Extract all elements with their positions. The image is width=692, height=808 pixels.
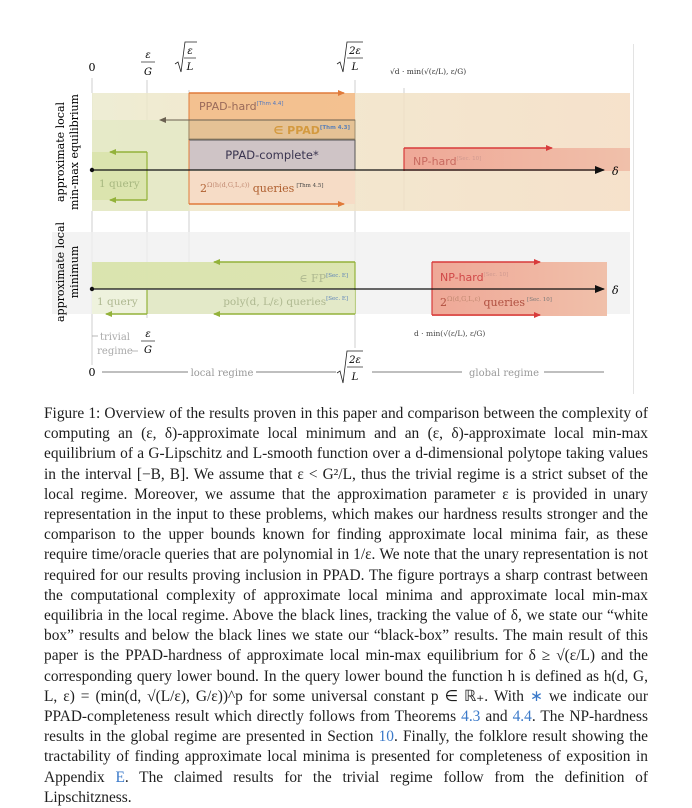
- figure-1: [0, 0, 692, 400]
- upper-one-query-label: 1 query: [99, 178, 140, 190]
- svg-text:approximate local: approximate local: [54, 221, 67, 323]
- upper-one-query-box: [92, 152, 147, 200]
- svg-text:G: G: [144, 345, 152, 356]
- upper-np-hard-label: NP-hard: [413, 155, 457, 168]
- svg-text:2ε: 2ε: [349, 355, 361, 366]
- ppad-complete-box: [189, 140, 355, 170]
- regime-axis: [89, 351, 605, 383]
- svg-text:2ε: 2ε: [349, 46, 361, 57]
- tick-sqrt-2eps-over-l: [337, 42, 363, 73]
- upper-ylabel: [54, 93, 81, 210]
- theorem-4-3-link[interactable]: 4.3: [461, 708, 481, 726]
- in-ppad-box: [160, 120, 355, 139]
- tick-np-threshold: √d · min(√(ε/L), ε/G): [390, 67, 467, 76]
- poly-queries-box: [147, 290, 355, 314]
- lower-one-query-box: [92, 290, 147, 314]
- svg-text:approximate local: approximate local: [54, 101, 67, 203]
- upper-np-hard-box: [404, 148, 630, 171]
- svg-text:G: G: [144, 67, 152, 78]
- figure-caption: Figure 1: Overview of the results proven in this paper and comparison between the complexity of computing an (ε, δ)-approximate local minimum and an (ε, δ)-approximate local min-max equilibrium of a G-Lipschitz and L-smooth function over a d-dimensional polytope taking values in the interval [−B, B]. We assume that ε < G²/L, thus the trivial regime is a strict subset of the local regime. Moreover, we assume that the approximation parameter ε is provided in unary representation in the input to these problems, which makes our hardness results stronger and the comparison to the upper bounds known for finding approximate local minima fair, as these require time/oracle queries that are polynomial in 1/ε. We note that the unary representation is not required for our results proving inclusion in PPAD. The figure portrays a sharp contrast between the computational complexity of approximate local minima and approximate local min-max equilibria in the local regime. Above the black lines, tracking the value of δ, we state our “white box” results and below the black lines we state our “black-box” results. The main result of this paper is the PPAD-hardness of approximate local min-max equilibrium for δ ≥ √(ε/L) and the corresponding query lower bound. In the query lower bound the function h is defined as h(d, G, L, ε) = (min(d, √(L/ε), G/ε))^p for some universal constant p ∈ ℝ₊. With ∗ we indicate our PPAD-completeness result which directly follows from Theorems 4.3 and 4.4. The NP-hardness results in the global regime are presented in Section 10. Finally, the folklore result showing the tractability of finding approximate local minima is presented for completeness of exposition in Appendix E. The claimed results for the trivial regime follow from the definition of Lipschitzness.: [44, 405, 649, 806]
- svg-text:L: L: [351, 372, 359, 383]
- upper-panel: [40, 93, 630, 211]
- svg-text:L: L: [186, 62, 194, 73]
- svg-text:δ: δ: [612, 165, 619, 178]
- svg-text:trivial: trivial: [99, 332, 131, 343]
- svg-text:δ: δ: [612, 284, 619, 297]
- theorem-4-4-link[interactable]: 4.4: [512, 708, 532, 726]
- star-marker: ∗: [529, 687, 543, 705]
- svg-text:ε: ε: [145, 50, 151, 61]
- in-ppad-label: ∈ PPAD: [273, 124, 320, 137]
- svg-text:2Ω(d,G,L,ε)queries[Sec. 10]: $2^{\Omega(d,G,L,\varepsilon)}$ queries [Sec. 10]: [440, 295, 552, 309]
- appendix-e-link[interactable]: E: [115, 768, 125, 786]
- tick-eps-over-g: [141, 50, 155, 78]
- svg-text:L: L: [351, 62, 359, 73]
- svg-text:ε: ε: [145, 329, 151, 340]
- poly-queries-label: poly(d, L/ε) queries: [223, 296, 327, 308]
- local-regime-label: local regime: [190, 368, 254, 379]
- svg-text:min-max equilibrium: min-max equilibrium: [68, 94, 81, 210]
- ppad-complete-label: PPAD-complete*: [225, 148, 319, 162]
- lower-np-hard-label: NP-hard: [440, 271, 484, 284]
- svg-text:NP-hard[Sec. 10]: NP-hard[Sec. 10]: [440, 271, 509, 284]
- ppad-hard-ref: [Thm 4.4]: [256, 101, 284, 107]
- svg-text:regime: regime: [97, 346, 133, 357]
- svg-text:0: 0: [88, 366, 96, 379]
- svg-text:NP-hard[Sec. 10]: NP-hard[Sec. 10]: [413, 155, 482, 168]
- tick-sqrt-eps-over-l: [175, 42, 197, 73]
- in-ppad-ref: [Thm 4.3]: [319, 125, 350, 131]
- section-10-link[interactable]: 10: [378, 728, 394, 746]
- svg-text:∈ FP[Sec. E]: ∈ FP[Sec. E]: [299, 272, 348, 285]
- ppad-hard-label: PPAD-hard: [199, 100, 257, 113]
- global-regime-label: global regime: [468, 368, 540, 379]
- lower-np-threshold: d · min(√(ε/L), ε/G): [414, 329, 486, 338]
- tick-zero: 0: [88, 61, 96, 74]
- svg-text:2Ω(h(d,G,L,ε))queries[Thm 4.5]: $2^{\Omega(h(d,G,L,\varepsilon))}$ queries [Thm 4.5]: [200, 181, 324, 195]
- top-axis-ticks: [89, 42, 467, 78]
- svg-text:poly(d, L/ε) queries[Sec. E]: poly(d, L/ε) queries[Sec. E]: [223, 296, 348, 308]
- lower-one-query-label: 1 query: [97, 296, 138, 308]
- regime-threshold: [337, 351, 363, 383]
- svg-text:ε: ε: [187, 46, 193, 57]
- trivial-regime-label: [92, 329, 155, 357]
- lower-panel: [52, 222, 630, 357]
- fp-label: ∈ FP: [299, 272, 327, 285]
- svg-text:minimum: minimum: [68, 245, 81, 299]
